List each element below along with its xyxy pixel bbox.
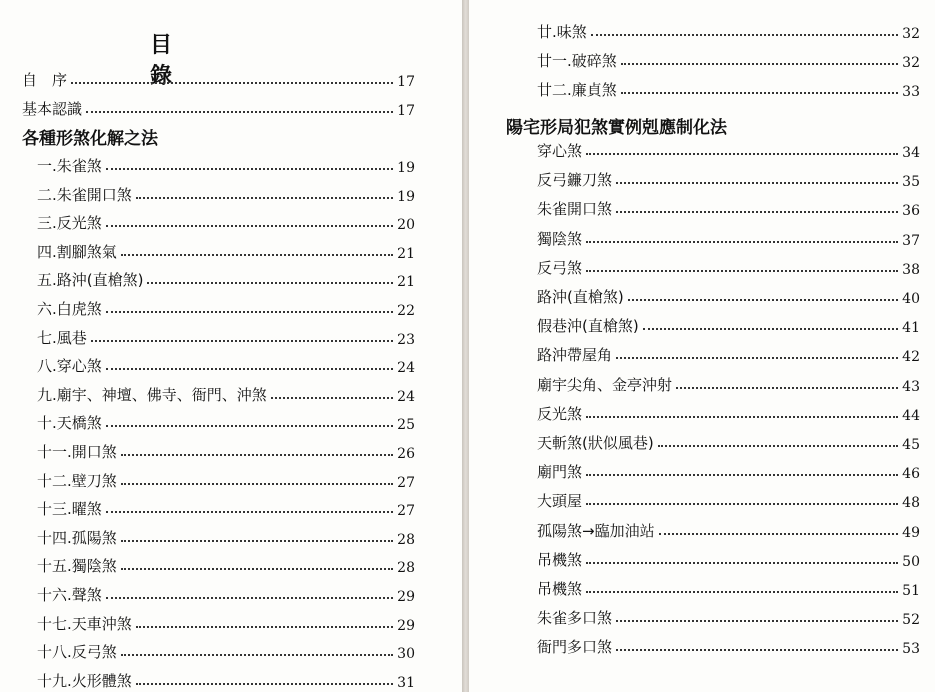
toc-entry	[37, 554, 415, 576]
toc-page-number: 32	[902, 55, 920, 71]
toc-entry-label: 大頭屋	[537, 492, 583, 511]
toc-entry-label: 廿.味煞	[537, 23, 587, 41]
toc-entry	[37, 383, 415, 405]
toc-entry-label: 十.天橋煞	[37, 414, 102, 433]
dot-leader	[106, 167, 393, 170]
right-page	[469, 0, 935, 692]
toc-entry	[537, 402, 920, 424]
toc-page-number: 42	[902, 349, 920, 366]
dot-leader	[147, 281, 393, 284]
toc-entry	[537, 548, 920, 570]
dot-leader	[628, 298, 898, 301]
dot-leader	[616, 356, 898, 359]
dot-leader	[121, 653, 393, 656]
toc-entry-label: 基本認識	[22, 100, 83, 118]
toc-entry	[537, 20, 920, 42]
toc-entry-label: 十六.聲煞	[37, 586, 102, 604]
dot-leader	[586, 240, 898, 243]
toc-page-number: 53	[902, 641, 920, 658]
dot-leader	[121, 539, 393, 542]
dot-leader	[121, 253, 393, 256]
toc-entry	[37, 326, 415, 348]
dot-leader	[616, 210, 898, 213]
dot-leader	[586, 561, 898, 564]
toc-page-number: 51	[902, 583, 920, 599]
dot-leader	[621, 91, 898, 94]
toc-entry	[37, 297, 415, 319]
toc-entry	[537, 78, 920, 100]
toc-entry	[537, 489, 920, 511]
toc-entry	[537, 606, 920, 628]
dot-leader	[586, 415, 898, 418]
toc-entry	[22, 97, 415, 119]
toc-entry-label: 十五.獨陰煞	[37, 557, 117, 576]
toc-page-number: 34	[902, 145, 920, 161]
toc-entry-label: 自 序	[22, 71, 68, 89]
toc-entry	[537, 460, 920, 482]
dot-leader	[659, 532, 899, 535]
dot-leader	[643, 327, 898, 330]
toc-entry-label: 七.風巷	[37, 328, 87, 347]
dot-leader	[136, 625, 393, 628]
dot-leader	[86, 110, 393, 113]
toc-page-number: 36	[902, 203, 920, 220]
dot-leader	[106, 510, 393, 513]
section-heading-left: 各種形煞化解之法	[22, 129, 158, 149]
toc-entry-label: 十一.開口煞	[37, 443, 117, 461]
toc-page-number: 24	[397, 388, 415, 405]
toc-entry	[537, 343, 920, 365]
toc-entry	[37, 497, 415, 519]
toc-entry-label: 三.反光煞	[37, 214, 102, 233]
toc-entry	[37, 354, 415, 376]
toc-entry-label: 朱雀多口煞	[537, 609, 613, 628]
dot-leader	[591, 33, 898, 36]
toc-entry-label: 廟宇尖角、金亭沖射	[537, 375, 673, 394]
toc-entry-label: 八.穿心煞	[37, 357, 102, 376]
toc-entry	[37, 268, 415, 290]
toc-page-number: 21	[397, 245, 415, 262]
dot-leader	[616, 181, 898, 184]
dot-leader	[106, 596, 393, 599]
toc-page-number: 19	[397, 160, 415, 176]
toc-entry-label: 天斬煞(狀似風巷)	[537, 434, 654, 452]
toc-page-number: 49	[902, 524, 920, 541]
toc-page-number: 28	[397, 531, 415, 548]
toc-entry-label: 廿二.廉貞煞	[537, 81, 617, 99]
dot-leader	[106, 224, 393, 227]
toc-entry-label: 十九.火形體煞	[37, 671, 132, 690]
dot-leader	[136, 196, 393, 199]
toc-page-number: 50	[902, 553, 920, 570]
toc-entry	[537, 373, 920, 395]
toc-entry	[37, 526, 415, 548]
toc-page-number: 19	[397, 188, 415, 205]
toc-page-number: 27	[397, 474, 415, 491]
toc-entry	[37, 183, 415, 205]
toc-page-number: 22	[397, 303, 415, 319]
page-title: 目 錄	[150, 32, 231, 89]
toc-entry-label: 四.割腳煞氣	[37, 242, 117, 261]
left-page	[0, 0, 462, 692]
toc-entry	[537, 285, 920, 307]
toc-entry	[37, 612, 415, 634]
toc-entry	[37, 154, 415, 176]
dot-leader	[106, 367, 393, 370]
dot-leader	[71, 81, 393, 84]
toc-entry	[537, 635, 920, 657]
toc-entry	[37, 640, 415, 662]
dot-leader	[658, 444, 898, 447]
toc-entry	[37, 469, 415, 491]
dot-leader	[91, 339, 393, 342]
toc-page-number: 17	[397, 74, 415, 90]
dot-leader	[121, 482, 393, 485]
toc-page-number: 26	[397, 446, 415, 462]
toc-page-number: 41	[902, 320, 920, 337]
dot-leader	[586, 590, 898, 593]
toc-entry-label: 反光煞	[537, 404, 583, 423]
toc-page-number: 52	[902, 612, 920, 629]
toc-entry	[537, 519, 920, 541]
toc-page-number: 37	[902, 232, 920, 249]
toc-page-number: 45	[902, 437, 920, 453]
toc-entry-label: 一.朱雀煞	[37, 157, 102, 175]
toc-page-number: 32	[902, 26, 920, 42]
toc-entry	[537, 227, 920, 249]
toc-entry-label: 反弓煞	[537, 258, 583, 277]
dot-leader	[676, 386, 898, 389]
dot-leader	[621, 62, 898, 65]
toc-page-number: 29	[397, 617, 415, 634]
toc-entry	[537, 431, 920, 453]
dot-leader	[586, 152, 898, 155]
toc-entry-label: 五.路沖(直槍煞)	[37, 271, 144, 290]
toc-page-number: 23	[397, 331, 415, 348]
dot-leader	[136, 682, 393, 685]
toc-entry-label: 衙門多口煞	[537, 638, 613, 657]
toc-page-number: 38	[902, 261, 920, 278]
toc-page-number: 33	[902, 84, 920, 100]
toc-entry	[537, 256, 920, 278]
toc-entry	[37, 583, 415, 605]
section-heading-right: 陽宅形局犯煞實例剋應制化法	[506, 118, 727, 138]
toc-page-number: 27	[397, 503, 415, 520]
toc-entry-label: 廿一.破碎煞	[537, 52, 617, 70]
toc-entry	[537, 314, 920, 336]
toc-entry-label: 十四.孤陽煞	[37, 528, 117, 547]
toc-entry	[37, 440, 415, 462]
toc-entry	[37, 211, 415, 233]
toc-entry-label: 十七.天車沖煞	[37, 614, 132, 633]
dot-leader	[586, 269, 898, 272]
dot-leader	[586, 502, 898, 505]
toc-entry-label: 穿心煞	[537, 142, 583, 160]
toc-page-number: 40	[902, 291, 920, 307]
toc-page-number: 25	[397, 417, 415, 434]
toc-page-number: 35	[902, 174, 920, 191]
toc-entry-label: 廟門煞	[537, 463, 583, 482]
toc-entry-label: 獨陰煞	[537, 229, 583, 248]
toc-entry-label: 吊機煞	[537, 550, 583, 569]
toc-entry-label: 二.朱雀開口煞	[37, 185, 132, 204]
toc-page-number: 28	[397, 560, 415, 577]
toc-page-number: 48	[902, 495, 920, 512]
toc-entry	[537, 197, 920, 219]
toc-entry-label: 十二.壁刀煞	[37, 471, 117, 490]
toc-entry-label: 十三.曜煞	[37, 500, 102, 519]
toc-entry	[537, 139, 920, 161]
toc-entry-label: 九.廟宇、神壇、佛寺、衙門、沖煞	[37, 385, 267, 404]
toc-entry	[37, 411, 415, 433]
dot-leader	[616, 648, 898, 651]
toc-page-number: 30	[397, 646, 415, 663]
dot-leader	[586, 473, 898, 476]
toc-entry-label: 假巷沖(直槍煞)	[537, 317, 639, 336]
toc-entry-label: 孤陽煞→臨加油站	[537, 521, 655, 540]
toc-entry-label: 朱雀開口煞	[537, 200, 613, 219]
toc-page-number: 21	[397, 274, 415, 291]
toc-entry	[537, 577, 920, 599]
toc-page-number: 46	[902, 466, 920, 483]
dot-leader	[121, 453, 393, 456]
toc-entry-label: 吊機煞	[537, 580, 583, 598]
toc-page-number: 20	[397, 217, 415, 234]
toc-page-number: 31	[397, 674, 415, 691]
dot-leader	[106, 424, 393, 427]
toc-entry-label: 十八.反弓煞	[37, 643, 117, 662]
toc-page-number: 43	[902, 378, 920, 395]
toc-entry	[537, 168, 920, 190]
dot-leader	[121, 567, 393, 570]
toc-entry-label: 路沖帶屋角	[537, 346, 613, 365]
dot-leader	[271, 396, 393, 399]
toc-entry-label: 路沖(直槍煞)	[537, 288, 624, 306]
toc-entry	[37, 240, 415, 262]
toc-page-number: 29	[397, 589, 415, 605]
book-spine	[462, 0, 469, 692]
dot-leader	[106, 310, 393, 313]
toc-page-number: 24	[397, 360, 415, 377]
toc-entry	[537, 49, 920, 71]
dot-leader	[616, 619, 898, 622]
toc-page-number: 17	[397, 103, 415, 119]
toc-entry	[37, 669, 415, 691]
toc-entry	[22, 68, 415, 90]
toc-entry-label: 反弓鐮刀煞	[537, 171, 613, 190]
toc-entry-label: 六.白虎煞	[37, 300, 102, 318]
toc-page-number: 44	[902, 407, 920, 424]
